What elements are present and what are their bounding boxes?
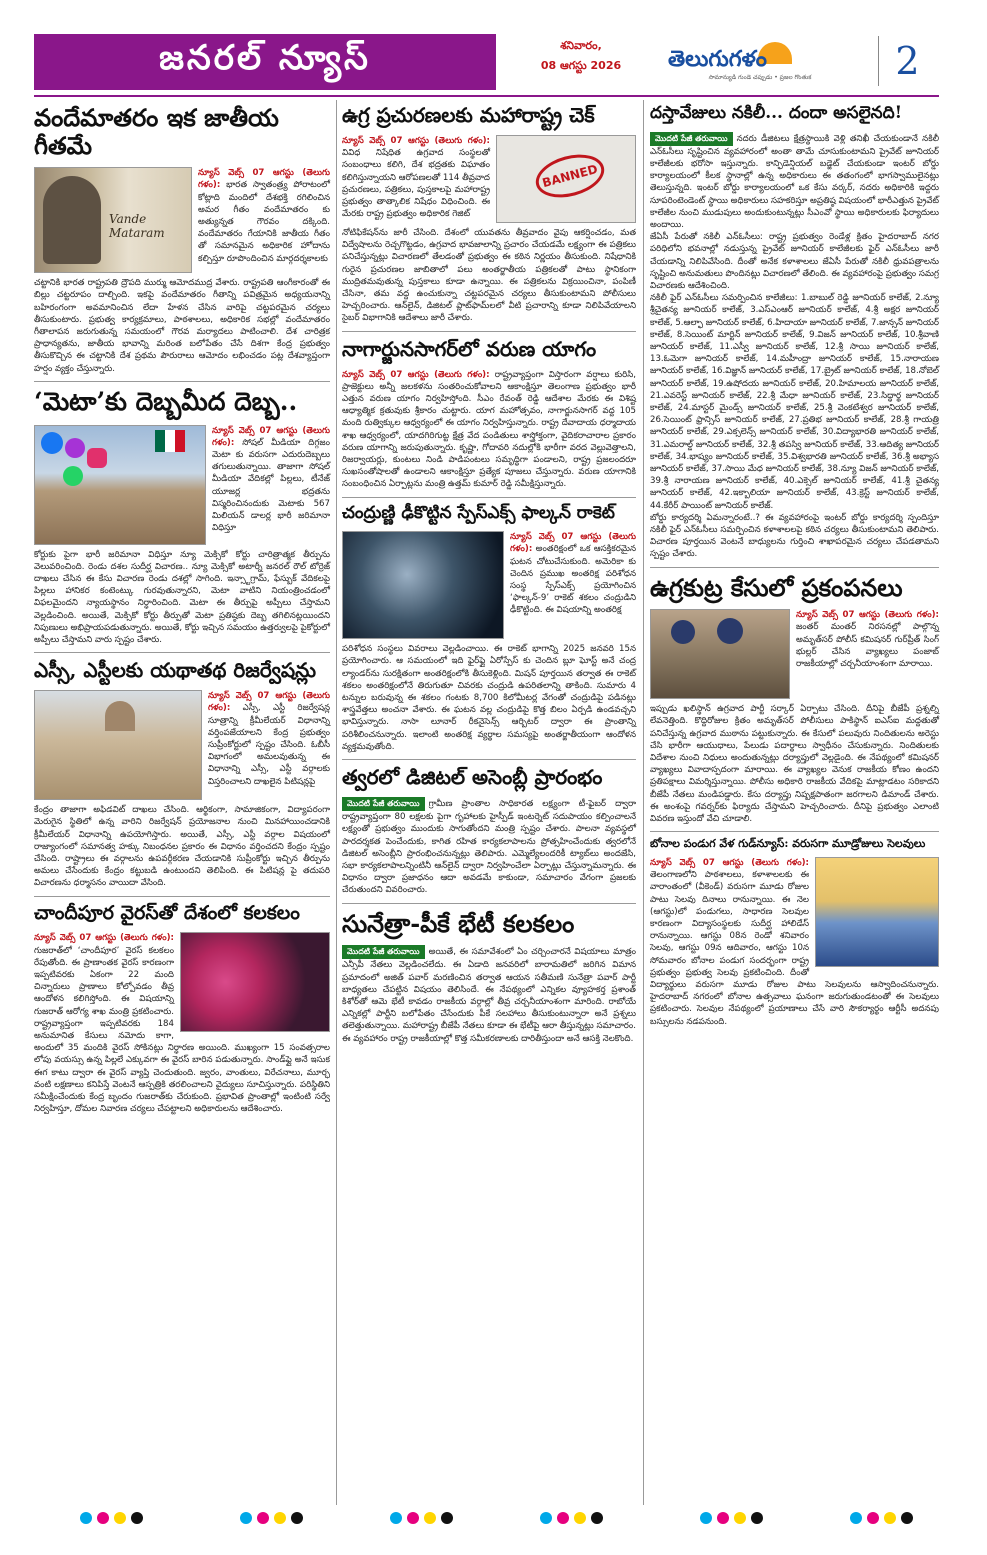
whatsapp-icon bbox=[63, 466, 83, 486]
college-list: నకిలీ ఫైర్ ఎన్ఓసీలు సమర్పించిన కాలేజీలు: 1.బాబుల్ రెడ్డి జూనియర్ కాలేజ్, 2.న్యూ శ్రీచైతన్య జూనియర్ కాలేజ్, 3.ఎస్‌ఎంఆర్ జూనియర్ కాలేజ్, 4.శ్రీ అక్షర జూనియర్ కాలేజ్, 5.ఆల్ఫా జూనియర్ కాలేజ్, 6.హిదాయా జూనియర్ కాలేజ్, 7.జాన్సన్ జూనియర్ కాలేజ్, 8.సెయింట్ మార్టిన్ జూనియర్ కాలేజ్, 9.విజన్ జూనియర్ కాలేజ్, 10.శ్రీవాణి జూనియర్ కాలేజ్, 11.ఎస్వీ జూనియర్ కాలేజ్, 12.శ్రీ సాయి జూనియర్ కాలేజ్, 13.ఓమెగా జూనియర్ కాలేజ్, 14.మహీంద్రా జూనియర్ కాలేజ్, 15.నారాయణ జూనియర్ కాలేజ్, 16.విజ్ఞాన్ జూనియర్ కాలేజ్, 17.బ్రైట్ జూనియర్ కాలేజ్, 18.నోబెల్ జూనియర్ కాలేజ్, 19.ఉషోదయ జూనియర్ కాలేజ్, 20.హిమాలయ జూనియర్ కాలేజ్, 21.ఎవరెస్ట్ జూనియర్ కాలేజ్, 22.శ్రీ మేధా జూనియర్ కాలేజ్, 23.సిద్ధార్థ జూనియర్ కాలేజ్, 24.మాస్టర్ మైండ్స్ జూనియర్ కాలేజ్, 25.శ్రీ వెంకటేశ్వర జూనియర్ కాలేజ్, 26.సెయింట్ ఫ్రాన్సిస్ జూనియర్ కాలేజ్, 27.ప్రతిభ జూనియర్ కాలేజ్, 28.శ్రీ గాయత్రి జూనియర్ కాలేజ్, 29.ఎక్సలెన్స్ జూనియర్ కాలేజ్, 30.విద్యాభారతి జూనియర్ కాలేజ్, 31.ఎమరాల్డ్ జూనియర్ కాలేజ్, 32.శ్రీ తపస్వి జూనియర్ కాలేజ్, 33.ఆదిత్య జూనియర్ కాలేజ్, 34.భాష్యం జూనియర్ కాలేజ్, 35.విశ్వభారతి జూనియర్ కాలేజ్, 36.శ్రీ అభ్యాస జూనియర్ కాలేజ్, 37.సాయి మేధ జూనియర్ కాలేజ్, 38.న్యూ విజన్ జూనియర్ కాలేజ్, 39.శ్రీ నారాయణ జూనియర్ కాలేజ్, 40.ఎక్సెల్ జూనియర్ కాలేజ్, 41.శ్రీ చైతన్య జూనియర్ కాలేజ్, 42.ఇక్బాలియా జూనియర్ కాలేజ్, 43.క్రెస్ట్ జూనియర్ కాలేజ్, 44.కేరీర్ పాయింట్ జూనియర్ కాలేజ్. bbox=[650, 293, 939, 511]
police-press-image bbox=[650, 609, 790, 699]
turban-shape bbox=[671, 620, 695, 644]
header-rule bbox=[34, 95, 939, 97]
headline: చాందీపూర వైరస్‌తో దేశంలో కలకలం bbox=[34, 901, 300, 924]
banned-stamp-image bbox=[496, 135, 636, 223]
article-body: మొదటి పేజీ తరువాయి నదరు డీజిటలు క్షేత్రస్థాయికి వెళ్లి తనిఖీ చేయకుండానే నకిలీ ఎన్ఓసీలు సృష్టించిన వ్యవహారంలో అంతా తామే చూసుకుంటామని ప్రైవేట్ జూనియర్ కాలేజీలకు భరోసా ఇస్తున్నారు. కాన్ఫిడెన్షియల్ బడ్జెట్ చేయకుండా ఇంటర్ బోర్డు కార్యాలయంలో కీలక స్థానాల్లో ఉన్న అధికారులు ఈ తతంగంలో భాగస్వాములైనట్లు తెలుస్తున్నది. ఇంటర్ బోర్డు కార్యాలయంలో ఒక కేసు వర్కర్, నదరు అధికారికి ఇద్దరు సూపరింటెండెంట్ స్థాయి అధికారులు సహకరిస్తూ అప్రతిష్ఠ విషయంలో భారీఎత్తున ప్రైవేట్ కాలేజీల నుంచి ముడుపులు అందుకుంటున్నట్లు సీఎంవో స్థాయి అధికారులకు ఫిర్యాదులు అందాయి. bbox=[650, 133, 939, 230]
registration-marks bbox=[390, 1512, 453, 1524]
date-label: 08 ఆగస్టు 2026 bbox=[540, 59, 622, 72]
day-label: శనివారం, bbox=[560, 39, 602, 52]
headline: ఉగ్ర ప్రచురణలకు మహారాష్ట్ర చెక్ bbox=[342, 103, 595, 127]
logo-text: తెలుగుగళం bbox=[668, 46, 767, 72]
article-body: నోటిఫికేషన్‌ను జారీ చేసింది. దేశంలో యువతను తీవ్రవాదం వైపు ఆకర్షించడం, మత విద్వేషాలను రెచ్చగొట్టడం, ఉగ్రవాద భావజాలాన్ని ప్రచారం చేయడమే లక్ష్యంగా ఈ పత్రికలు పనిచేస్తున్నట్లు విచారణలో తేలడంతో ప్రభుత్వం ఈ కఠిన నిర్ణయం తీసుకుంది. నిషేధానికి గురైన ప్రచురణల జాబితాలో పలు అంతర్జాతీయ పత్రికలతో పాటు స్థానికంగా ముద్రితమవుతున్న పుస్తకాలు కూడా ఉన్నాయి. ఈ పత్రికలను విక్రయించినా, పంపిణీ చేసినా, తమ వద్ద ఉంచుకున్నా చట్టపరమైన చర్యలు తీసుకుంటామని పోలీసులు హెచ్చరించారు. ఆన్‌లైన్, డిజిటల్ ప్లాట్‌ఫామ్‌లలో వీటి ప్రచారాన్ని కూడా నిలిపివేయాలని సైబర్ విభాగానికి ఆదేశాలు జారీ చేశారు. bbox=[342, 228, 636, 324]
article-body: న్యూస్ వెబ్స్ 07 ఆగస్టు (తెలుగు గళం): రాష్ట్రవ్యాప్తంగా విస్తారంగా వర్షాలు కురిసి, ప్రాజెక్టులు అన్నీ జలకళను సంతరించుకోవాలని ఆకాంక్షిస్తూ తెలంగాణ ప్రభుత్వం భారీ ఎత్తున వరుణ యాగం నిర్వహిస్తోంది. సీఎం రేవంత్ రెడ్డి ఆదేశాల మేరకు ఈ విశిష్ట ఆధ్యాత్మిక క్రతువుకు శ్రీకారం చుట్టారు. యాగ మహోత్సవం, నాగార్జునసాగర్ వద్ద 105 మంది రుత్విక్కుల ఆధ్వర్యంలో ఈ యాగం నిర్వహిస్తున్నారు. రాష్ట్ర దేవాదాయ ధర్మాదాయ శాఖ ఆధ్వర్యంలో, యాదగిరిగుట్ట క్షేత్ర వేద పండితులు శాస్త్రోక్తంగా, వైదికరాచారాల ప్రకారం వరుణ యాగాన్ని జరుపుతున్నారు. కృష్ణా, గోదావరి నదుల్లోకి భారీగా వరద వెల్లువెత్తాలని, రిజర్వాయర్లు, కుంటలు నిండి పాడిపంటలు సమృద్ధిగా పండాలని, రాష్ట్ర ప్రజలందరూ సుఖసంతోషాలతో ఉండాలని ఆకాంక్షిస్తూ ప్రత్యేక పూజలు చేస్తున్నారు. వరుణ యాగానికి సంబంధించిన ఏర్పాట్లను మంత్రి ఉత్తమ్ కుమార్ రెడ్డి సమీక్షిస్తున్నారు. bbox=[342, 369, 637, 490]
column-divider bbox=[643, 100, 644, 1505]
registration-marks bbox=[850, 1512, 913, 1524]
vande-mataram-image bbox=[34, 167, 192, 273]
registration-marks bbox=[240, 1512, 303, 1524]
column-divider bbox=[336, 100, 337, 1505]
virus-image bbox=[180, 932, 330, 1032]
logo-tagline: సామాన్యుడి గుండె చప్పుడు • ప్రజల గొంతుక bbox=[708, 74, 812, 81]
headline: ఉగ్రకుట్ర కేసులో ప్రకంపనలు bbox=[650, 572, 903, 602]
registration-marks bbox=[700, 1512, 763, 1524]
facebook-icon bbox=[41, 432, 63, 454]
meta-building-image bbox=[34, 425, 206, 545]
article-body: న్యూస్ వెబ్స్ 07 ఆగస్టు (తెలుగు గళం): గుజరాత్‌లో ‘చాందీపూర’ వైరస్ కలకలం రేపుతోంది. ఈ ప్రాణాంతక వైరస్ కారణంగా ఇప్పటివరకు ఏకంగా 22 మంది చిన్నారులు ప్రాణాలు కోల్పోవడం తీవ్ర ఆందోళన కలిగిస్తోంది. ఈ విషయాన్ని గుజరాత్ ఆరోగ్య శాఖ మంత్రి ప్రకటించారు. రాష్ట్రవ్యాప్తంగా ఇప్పటివరకు 184 అనుమానిత కేసులు నమోదు కాగా, అందులో 35 మందికి వైరస్ సోకినట్లు నిర్ధారణ అయింది. ముఖ్యంగా 15 సంవత్సరాల లోపు వయస్సు ఉన్న పిల్లలే ఎక్కువగా ఈ వైరస్ బారిన పడుతున్నారు. సాండ్‌ఫ్లై అనే ఇసుక ఈగ కాటు ద్వారా ఈ వైరస్ వ్యాప్తి చెందుతుంది. జ్వరం, వాంతులు, విరేచనాలు, మూర్ఛ వంటి లక్షణాలు కనిపిస్తే వెంటనే ఆస్పత్రికి తరలించాలని వైద్యులు సూచిస్తున్నారు. పరిస్థితిని సమీక్షించేందుకు కేంద్ర బృందం గుజరాత్‌కు చేరుకుంది. ప్రభావిత ప్రాంతాల్లో ఇంటింటి సర్వే నిర్వహిస్తూ, దోమల నివారణ చర్యలు చేపట్టాలని అధికారులను ఆదేశించారు. bbox=[34, 933, 330, 1115]
portrait-figure bbox=[43, 176, 101, 264]
article-body: న్యూస్ వెబ్స్ 07 ఆగస్టు (తెలుగు గళం): తెలంగాణలోని పాఠశాలలు, కళాశాలలకు ఈ వారాంతంలో (వీకెండ్) వరుసగా మూడు రోజుల పాటు సెలవు దినాలు రానున్నాయి. ఈ నెల (ఆగస్టు)లో పండుగలు, సాధారణ సెలవుల కారణంగా విద్యాసంస్థలకు సుదీర్ఘ హాలిడేస్ రానున్నాయి. ఆగస్టు 08న రెండో శనివారం సెలవు, ఆగస్టు 09న ఆదివారం, ఆగస్టు 10న సోమవారం బోనాల పండుగ సందర్భంగా రాష్ట్ర ప్రభుత్వం ప్రభుత్వ సెలవు ప్రకటించింది. దీంతో విద్యార్థులు వరుసగా మూడు రోజుల పాటు సెలవులను ఆస్వాదించనున్నారు. హైదరాబాద్ నగరంలో బోనాల ఉత్సవాలు ఘనంగా జరుగుతుండటంతో ఈ సెలవులు ప్రకటించారు. సెలవుల నేపథ్యంలో ప్రయాణాలు చేసే వారి సౌకర్యార్థం ఆర్టీసీ అదనపు బస్సులను నడపనుంది. bbox=[650, 857, 939, 1027]
date-box bbox=[520, 36, 642, 88]
article-body: న్యూస్ వెబ్స్ 07 ఆగస్టు (తెలుగు గళం): వివిధ నిషేధిత ఉగ్రవాద సంస్థలతో సంబంధాలు కలిగి, దేశ భద్రతకు విఘాతం కలిగిస్తున్నాయని ఆరోపణలతో 114 తీవ్రవాద ప్రచురణలు, పత్రికలు, పుస్తకాలపై మహారాష్ట్ర ప్రభుత్వం తాత్కాలిక నిషేధం విధించింది. ఈ మేరకు రాష్ట్ర ప్రభుత్వం అధికారిక గెజిట్ bbox=[342, 136, 490, 220]
article-body: న్యూస్ వెబ్స్ 07 ఆగస్టు (తెలుగు గళం): భారత స్వాతంత్ర్య పోరాటంలో కోట్లాది మందిలో దేశభక్తి రగిలించిన అమర గీతం వందేమాతరం కు అత్యున్నత గౌరవం దక్కింది. వందేమాతరం గేయానికి జాతీయ గీతం తో సమానమైన అధికారిక హోదాను కల్పిస్తూ రూపొందించిన మార్గదర్శకాలకు bbox=[198, 168, 330, 264]
turban-shape bbox=[717, 618, 743, 644]
masthead-logo bbox=[660, 40, 860, 88]
registration-marks bbox=[540, 1512, 603, 1524]
continued-tag: మొదటి పేజీ తరువాయి bbox=[342, 945, 425, 959]
registration-marks bbox=[80, 1512, 143, 1524]
continued-tag: మొదటి పేజీ తరువాయి bbox=[342, 797, 425, 811]
instagram-icon bbox=[87, 448, 107, 468]
column-2 bbox=[342, 100, 636, 1045]
image-caption: Vande Mataram bbox=[109, 212, 165, 241]
article-body: న్యూస్ వెబ్స్ 07 ఆగస్టు (తెలుగు గళం): జంతర్ మంతర్ నిరసనల్లో పాల్గొన్న అమృత్‌సర్ పోలీస్ కమిషనర్ గుర్‌ప్రీత్ సింగ్ భుల్లర్ చేసిన వ్యాఖ్యలు పంజాబ్ రాజకీయాల్లో చర్చనీయాంశంగా మారాయి. bbox=[796, 610, 939, 670]
article-body: పరిశోధన సంస్థలు వివరాలు వెల్లడించాయి. ఈ రాకెట్ భాగాన్ని 2025 జనవరి 15న ప్రయోగించారు. ఆ సమయంలో ఇది ఫైర్‌ఫ్లై ఏరోస్పేస్ కు చెందిన బ్లూ ఘోస్ట్ అనే చంద్ర ల్యాండర్‌ను సురక్షితంగా అంతరిక్షంలోకి తీసుకెళ్లింది. మిషన్ పూర్తయిన తర్వాత ఈ రాకెట్ శకలం అంతరిక్షంలోనే తిరుగుతూ చివరకు చంద్రుడి ఉపరితలాన్ని తాకింది. సుమారు 4 టన్నుల బరువున్న ఈ శకలం గంటకు 8,700 కిలోమీటర్ల వేగంతో చంద్రుడిపై పడినట్లు శాస్త్రవేత్తలు అంచనా వేశారు. ఈ ఘటన వల్ల చంద్రుడిపై కొత్త బిలం ఏర్పడి ఉండవచ్చని భావిస్తున్నారు. నాసా లూనార్ రీకనైసెన్స్ ఆర్బిటర్ ద్వారా ఈ ప్రాంతాన్ని పరిశీలించనున్నారు. ఇలాంటి అంతరిక్ష వ్యర్థాల సమస్యపై అంతర్జాతీయంగా ఆందోళన వ్యక్తమవుతోంది. bbox=[342, 644, 636, 752]
continued-tag: మొదటి పేజీ తరువాయి bbox=[650, 132, 733, 146]
article-body: న్యూస్ వెబ్స్ 07 ఆగస్టు (తెలుగు గళం): అంతరిక్షంలో ఒక ఆసక్తికరమైన ఘటన చోటుచేసుకుంది. అమెరికా కు చెందిన ప్రముఖ అంతరిక్ష పరిశోధన సంస్థ స్పేస్‌ఎక్స్ ప్రయోగించిన ‘ఫాల్కన్-9’ రాకెట్ శకలం చంద్రుడిని ఢీకొట్టింది. ఈ విషయాన్ని అంతరిక్ష bbox=[510, 532, 636, 616]
column-3 bbox=[650, 100, 939, 1028]
supreme-court-image bbox=[34, 690, 202, 800]
headline: త్వరలో డిజిటల్ అసెంబ్లీ ప్రారంభం bbox=[342, 765, 603, 790]
messenger-icon bbox=[65, 438, 85, 458]
rocket-debris-image bbox=[342, 531, 504, 639]
article-body: మొదటి పేజీ తరువాయి అయితే, ఈ సమావేశంలో ఏం చర్చించారనే విషయాలు మాత్రం ఎన్సీపీ నేతలు వెల్లడించలేదు. ఈ ఏడాది జనవరిలో బారామతిలో జరిగిన విమాన ప్రమాదంలో అజిత్ పవార్ మరణించిన తర్వాత ఆయన సతీమణి సునేత్రా పవార్ పార్టీ బాధ్యతలు చేపట్టిన విషయం తెలిసిందే. ఈ నేపథ్యంలో ఎన్నికల వ్యూహకర్త ప్రశాంత్ కిశోర్‌తో ఆమె భేటీ కావడం రాజకీయ వర్గాల్లో తీవ్ర చర్చనీయాంశంగా మారింది. రాబోయే ఎన్నికల్లో పార్టీని బలోపేతం చేసేందుకు పీకే సలహాలు తీసుకుంటున్నారా అనే ప్రశ్నలు తలెత్తుతున్నాయి. మహారాష్ట్ర బీజేపీ నేతలు కూడా ఈ భేటీపై ఆరా తీస్తున్నట్లు సమాచారం. ఈ వ్యవహారం రాష్ట్ర రాజకీయాల్లో కొత్త సమీకరణాలకు దారితీస్తుందా అనే ఆసక్తి నెలకొంది. bbox=[342, 947, 636, 1044]
article-body: మొదటి పేజీ తరువాయి గ్రామీణ ప్రాంతాల సాధికారత లక్ష్యంగా టీ-ఫైబర్ ద్వారా రాష్ట్రవ్యాప్తంగా 80 లక్షలకు పైగా గృహాలకు హైస్పీడ్ ఇంటర్నెట్ సదుపాయం కల్పించాలనే లక్ష్యంతో ప్రభుత్వం ముందుకు సాగుతోందని మంత్రి స్పష్టం చేశారు. పాలనా వ్యవస్థలో పారదర్శకత పెంచేందుకు, కాగిత రహిత కార్యకలాపాలను ప్రోత్సహించేందుకు త్వరలోనే డిజిటల్ అసెంబ్లీని ప్రారంభించనున్నట్లు తెలిపారు. ఎమ్మెల్యేలందరికీ ట్యాబ్‌లు అందజేసి, సభా కార్యకలాపాలన్నింటినీ ఆన్‌లైన్ ద్వారా నిర్వహించేలా ఏర్పాట్లు చేస్తున్నామన్నారు. ఈ విధానం ద్వారా ప్రజాధనం ఆదా అవడమే కాకుండా, సమాచారం వేగంగా ప్రజలకు చేరుతుందని వివరించారు. bbox=[342, 799, 636, 896]
article-body: జేఏసీ పేరుతో నకిలీ ఎన్ఓసీలు: రాష్ట్ర ప్రభుత్వం రెండేళ్ల క్రితం హైదరాబాద్ నగర పరిధిలోని భవనాల్లో నడుస్తున్న ప్రైవేట్ జూనియర్ కాలేజీలకు ఫైర్ ఎన్ఓసీలు జారీ చేయడాన్ని నిలిపివేసింది. దీంతో అనేక కళాశాలలు జేఏసీ పేరుతో నకిలీ ధ్రువపత్రాలను సృష్టించి అనుమతులు పొందినట్లు విచారణలో తేలింది. ఈ వ్యవహారంపై ప్రభుత్వం సమగ్ర విచారణకు ఆదేశించింది. bbox=[650, 232, 939, 291]
headline: చంద్రుణ్ణి ఢీకొట్టిన స్పేస్‌ఎక్స్ ఫాల్కన్ రాకెట్ bbox=[342, 502, 615, 523]
article-body: చట్టానికి భారత రాష్ట్రపతి ద్రౌపది ముర్ము ఆమోదముద్ర వేశారు. రాష్ట్రపతి ఆంగీకారంతో ఈ బిల్లు చట్టరూపం దాల్చింది. ఇకపై వందేమాతరం గీతాన్ని పవిత్రమైన అధ్యయనాన్ని బహిరంగంగా అవమానించిన లేదా హేళన చేసిన వారిపై చట్టపరమైన చర్యలు తీసుకుంటారు. ప్రభుత్వ కార్యక్రమాలు, పాఠశాలలు, అధికారిక సభల్లో వందేమాతరం గీతాలాపన జరుగుతున్న సమయంలో గౌరవ మర్యాదలు పాటించాలి. దేశ చారిత్రక ప్రాధాన్యతను, జాతీయ భావాన్ని మరింత బలోపేతం చేసే దిశగా కేంద్ర ప్రభుత్వం తీసుకొచ్చిన ఈ చట్టానికి దేశ ప్రథమ పౌరురాలు ఆమోదం లభించడం పట్ల దేశవ్యాప్తంగా హర్షం వ్యక్తం చేస్తున్నారు. bbox=[34, 278, 330, 374]
mexico-flag-icon bbox=[155, 430, 185, 452]
column-1 bbox=[34, 100, 330, 1116]
headline: బోనాల పండుగ వేళ గుడ్‌న్యూస్: వరుసగా మూడ్రోజులు సెలవులు bbox=[650, 837, 926, 851]
banned-stamp: BANNED bbox=[531, 148, 609, 205]
article-body: న్యూస్ వెబ్స్ 07 ఆగస్టు (తెలుగు గళం): ఎస్సీ, ఎస్టీ రిజర్వేషన్ల సూత్రాన్ని క్రీమీలేయర్ విధానాన్ని వర్తింపజేయాలని కేంద్ర ప్రభుత్వం సుప్రీంకోర్టులో స్పష్టం చేసింది. ఓబీసీ విభాగంలో అమలవుతున్న ఈ విధానాన్ని ఎస్సీ, ఎస్టీ వర్గాలకు విస్తరించాలని దాఖలైన పిటిషన్లపై bbox=[208, 691, 330, 787]
article-body: కోర్టుకు పైగా భారీ జరిమానా విధిస్తూ న్యూ మెక్సికో కోర్టు చారిత్రాత్మక తీర్పును వెలువరించింది. రెండు దశల సుదీర్ఘ విచారణ.. న్యూ మెక్సికో అటార్నీ జనరల్ రౌల్ టోర్రెజ్ దాఖలు చేసిన ఈ కేసు విచారణ రెండు దశల్లో సాగింది. ఇన్స్టాగ్రామ్, ఫేస్బుక్ వేదికలపై పిల్లలు హానికర కంటెంట్కు గురవుతున్నారని, మెటా వాటిని నియంత్రించడంలో విఫలమైందని న్యాయస్థానం నిర్ధారించింది. మెటా ఈ తీర్పుపై అప్పీలు చేస్తామని వెల్లడించింది. అయితే, మెక్సికో కోర్టు తీర్పుతో మెటా ప్రతిష్ఠకు దెబ్బ తగిలినట్లయిందని నిపుణులు అభిప్రాయపడుతున్నారు. అయితే, కోర్టు ఇచ్చిన సమయం ఉత్తర్వులపై పైకోర్టులో అప్పీలు చేస్తామని వారు స్పష్టం చేశారు. bbox=[34, 549, 330, 645]
school-children-image bbox=[815, 857, 939, 967]
headline: సునేత్రా-పీకే భేటీ కలకలం bbox=[342, 908, 575, 938]
dome-shape bbox=[105, 701, 135, 731]
headline: ‘మెటా’కు దెబ్బమీద దెబ్బ.. bbox=[34, 386, 298, 416]
article-body: బోర్డు కార్యదర్శి ఏమన్నారంటే..? ఈ వ్యవహారంపై ఇంటర్ బోర్డు కార్యదర్శి స్పందిస్తూ నకిలీ ఫైర్ ఎన్ఓసీలు సమర్పించిన కళాశాలలపై కఠిన చర్యలు తీసుకుంటామని తెలిపారు. విచారణ పూర్తయిన వెంటనే బాధ్యులను గుర్తించి శాఖాపరమైన చర్యలు చేపడతామని స్పష్టం చేశారు. bbox=[650, 512, 939, 560]
headline: వందేమాతరం ఇక జాతీయ గీతమే bbox=[34, 103, 279, 160]
headline: దస్తావేజులు నకిలీ... దందా అసలైనది! bbox=[650, 103, 903, 123]
section-banner: జనరల్ న్యూస్ bbox=[34, 34, 496, 90]
headline: నాగార్జునసాగర్‌లో వరుణ యాగం bbox=[342, 336, 597, 361]
page-number: 2 bbox=[878, 36, 936, 86]
article-body: కేంద్రం తాజాగా అఫిడవిట్ దాఖలు చేసింది. ఆర్థికంగా, సామాజికంగా, విద్యాపరంగా మెరుగైన స్థితిలో ఉన్న వారిని రిజర్వేషన్ ప్రయోజనాల నుంచి మినహాయించడానికి క్రీమీలేయర్ విధానాన్ని ఉపయోగిస్తారు. అయితే, ఎస్సీ, ఎస్టీ వర్గాల విషయంలో రాజ్యాంగంలో సమానత్వ హక్కు నిబంధనల ప్రకారం ఈ విధానం వర్తించదని కేంద్రం స్పష్టం చేసింది. రాష్ట్రాలు ఈ వర్గాలను ఉపవర్గీకరణ చేయడానికి సుప్రీంకోర్టు ఇచ్చిన తీర్పును అమలు చేసేందుకు కేంద్రం కట్టుబడి ఉంటుందని తెలిపింది. ఈ పిటిషన్ల పై తదుపరి విచారణను ధర్మాసనం వాయిదా వేసింది. bbox=[34, 805, 330, 889]
article-body: న్యూస్ వెబ్స్ 07 ఆగస్టు (తెలుగు గళం): సోషల్ మీడియా దిగ్గజం మెటా కు వరుసగా ఎదురుదెబ్బలు తగులుతున్నాయి. తాజాగా సోషల్ మీడియా వేదికల్లో పిల్లలు, టీనేజ్ యూజర్ల భద్రతను విస్మరించినందుకు మెటాకు 567 మిలియన్ డాలర్ల భారీ జరిమానా విధిస్తూ bbox=[212, 425, 330, 534]
article-body: ఇప్పుడు ఖలిస్థాన్ ఉగ్రవాద పార్టీ సర్కార్ ఏర్పాటు చేసింది. దీనిపై బీజేపీ ప్రశ్నల్ని లేవనెత్తింది. కొద్దిరోజుల క్రితం అమృత్‌సర్ పోలీసులు పాకిస్థాన్ ఐఎస్‌ఐ మద్దతుతో పనిచేస్తున్న ఉగ్రవాద ముఠాను పట్టుకున్నారు. ఈ కేసులో పలువురు నిందితులను అరెస్టు చేసి భారీగా ఆయుధాలు, పేలుడు పదార్థాలు స్వాధీనం చేసుకున్నారు. నిందితులకు విదేశాల నుంచి నిధులు అందుతున్నట్లు దర్యాప్తులో వెల్లడైంది. ఈ నేపథ్యంలో కమిషనర్ వ్యాఖ్యలు వివాదాస్పదంగా మారాయి. ఈ వ్యాఖ్యల వెనుక రాజకీయ కోణం ఉందని ప్రతిపక్షాలు విమర్శిస్తున్నాయి. పోలీసు అధికారి రాజకీయ వేదికపై మాట్లాడటం సరికాదని బీజేపీ నేతలు మండిపడ్డారు. కేసు దర్యాప్తు నిష్పక్షపాతంగా జరగాలని డిమాండ్ చేశారు. ఈ అంశంపై గవర్నర్‌కు ఫిర్యాదు చేస్తామని హెచ్చరించారు. దీనిపై ప్రభుత్వం ఎలాంటి వివరణ ఇస్తుందో వేచి చూడాలి. bbox=[650, 704, 939, 825]
headline: ఎస్సీ, ఎస్టీలకు యథాతథ రిజర్వేషన్లు bbox=[34, 658, 317, 683]
